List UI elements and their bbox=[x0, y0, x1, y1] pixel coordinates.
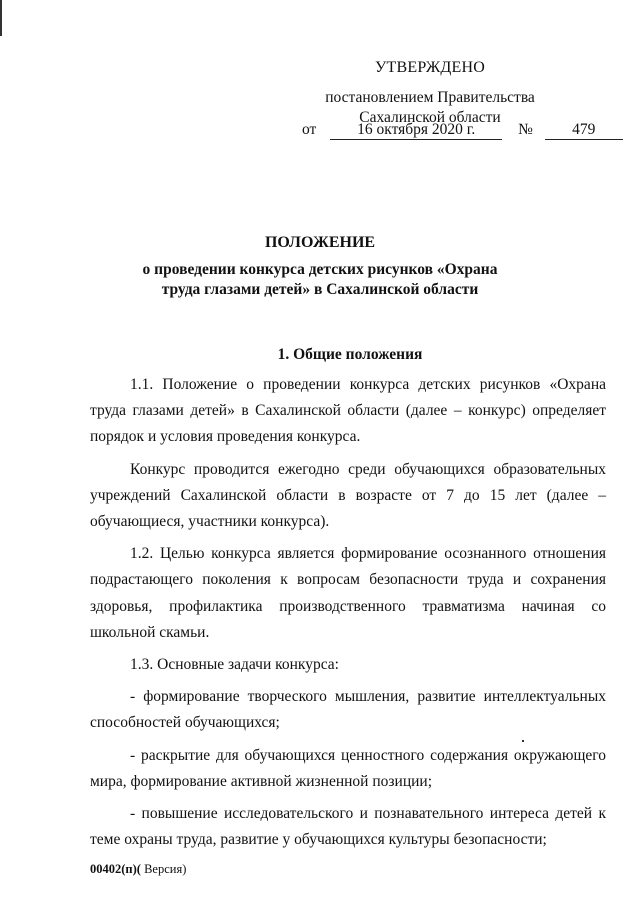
task-item-3: - повышение исследовательского и познавательного интереса детей к теме охраны труда, развитие у обучающихся культуры безопасности; bbox=[90, 805, 606, 849]
approval-line-2: Сахалинской области bbox=[359, 109, 501, 126]
section-heading: 1. Общие положения bbox=[277, 346, 423, 363]
task-item-1: - формирование творческого мышления, развитие интеллектуальных способностей обучающихся; bbox=[90, 688, 606, 732]
document-body bbox=[90, 372, 606, 859]
document-title: ПОЛОЖЕНИЕ bbox=[264, 234, 376, 251]
paragraph-contest-participants: Конкурс проводится ежегодно среди обучающихся образовательных учреждений Сахалинской области в возрасте от 7 до 15 лет (далее – обучающиеся, участники конкурса). bbox=[90, 460, 606, 531]
footer-code: 00402(п)( bbox=[90, 862, 141, 876]
approval-line-1: постановлением Правительства bbox=[325, 89, 535, 106]
approval-date: 16 октября 2020 г. bbox=[330, 121, 502, 140]
number-label: № bbox=[518, 121, 533, 138]
scan-dot bbox=[522, 740, 524, 742]
approval-number: 479 bbox=[545, 121, 623, 140]
task-item-2: - раскрытие для обучающихся ценностного содержания окружающего мира, формирование активной жизненной позиции; bbox=[90, 746, 606, 790]
paragraph-1-1: 1.1. Положение о проведении конкурса детских рисунков «Охрана труда глазами детей» в Сахалинской области (далее – конкурс) определяет порядок и условия проведения конкурса. bbox=[90, 376, 606, 446]
document-footer bbox=[90, 862, 186, 877]
from-label: от bbox=[302, 121, 317, 138]
subtitle-line-2: труда глазами детей» в Сахалинской области bbox=[161, 281, 479, 298]
approval-heading: УТВЕРЖДЕНО bbox=[374, 59, 485, 76]
approval-date-number-line bbox=[302, 120, 623, 140]
footer-version: Версия) bbox=[140, 862, 187, 876]
document-subtitle bbox=[0, 260, 640, 300]
scan-edge-mark bbox=[0, 0, 2, 36]
paragraph-1-2: 1.2. Целью конкурса является формирование осознанного отношения подрастающего поколения к вопросам безопасности труда и сохранения здоровья, профилактика производственного травматизма начиная со школьной скамьи. bbox=[90, 545, 606, 641]
subtitle-line-1: о проведении конкурса детских рисунков «Охрана bbox=[142, 261, 498, 278]
paragraph-1-3: 1.3. Основные задачи конкурса: bbox=[130, 656, 339, 674]
approval-block bbox=[300, 58, 560, 128]
